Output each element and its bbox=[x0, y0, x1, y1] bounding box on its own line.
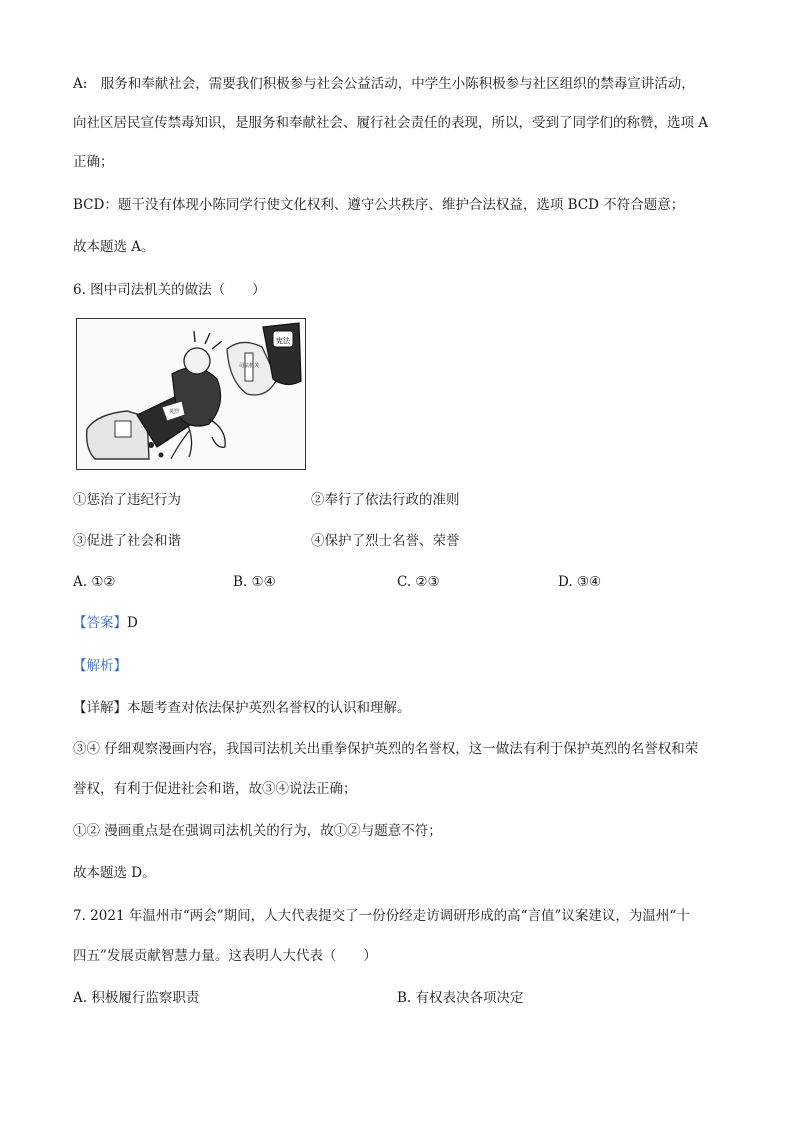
q7-choice-b: B. 有权表决各项决定 bbox=[397, 990, 524, 1006]
q6-explanation-line-2: 誉权，有利于促进社会和谐，故③④说法正确； bbox=[73, 781, 357, 797]
banner-text: 宪法 bbox=[276, 337, 290, 345]
analysis-tag: 【解析】 bbox=[73, 658, 127, 674]
prev-conclusion: 故本题选 A。 bbox=[73, 239, 155, 255]
shock-lines bbox=[194, 331, 222, 349]
answer-value: D bbox=[127, 615, 138, 631]
prev-explanation-line-1: A: 服务和奉献社会，需要我们积极参与社会公益活动，中学生小陈积极参与社区组织的禁毒宣讲活动， bbox=[73, 76, 695, 92]
q6-item-3: ③促进了社会和谐 bbox=[73, 533, 181, 549]
q6-detail bbox=[73, 698, 411, 718]
cartoon-illustration bbox=[77, 319, 305, 469]
q7-stem-line-1: 7. 2021 年温州市“两会”期间，人大代表提交了一份份经走访调研形成的高“言值”议案建议，为温州“十 bbox=[73, 908, 690, 924]
q6-choice-b: B. ①④ bbox=[233, 574, 276, 590]
q6-explanation-line-1: ③④ 仔细观察漫画内容，我国司法机关出重拳保护英烈的名誉权，这一做法有利于保护英烈的名誉权和荣 bbox=[73, 741, 699, 757]
q6-analysis-tag bbox=[73, 656, 127, 676]
q7-stem-line-2: 四五”发展贡献智慧力量。这表明人大代表（ ） bbox=[73, 948, 377, 964]
prev-explanation-line-2: 向社区居民宣传禁毒知识，是服务和奉献社会、履行社会责任的表现，所以，受到了同学们的称赞，选项 A bbox=[73, 115, 709, 131]
figure-head bbox=[184, 348, 210, 374]
q6-cartoon bbox=[76, 318, 306, 470]
q6-choice-a: A. ①② bbox=[73, 574, 116, 590]
ink-spot bbox=[159, 453, 164, 458]
q6-choice-c: C. ②③ bbox=[397, 574, 440, 590]
figure-label-text: 英烈 bbox=[168, 409, 180, 415]
prev-explanation-line-4: BCD：题干没有体现小陈同学行使文化权利、遵守公共秩序、维护合法权益，选项 BCD 不符合题意； bbox=[73, 197, 685, 213]
q6-conclusion: 故本题选 D。 bbox=[73, 865, 156, 881]
q6-item-1: ①惩治了违纪行为 bbox=[73, 492, 181, 508]
q6-item-2: ②奉行了依法行政的准则 bbox=[311, 492, 460, 508]
q6-item-4: ④保护了烈士名誉、荣誉 bbox=[311, 533, 460, 549]
q6-choice-d: D. ③④ bbox=[558, 574, 602, 590]
prev-explanation-line-3: 正确； bbox=[73, 154, 114, 170]
fist-label-box bbox=[115, 421, 131, 437]
q7-choice-a: A. 积极履行监察职责 bbox=[73, 990, 200, 1006]
detail-text: 本题考查对依法保护英烈名誉权的认识和理解。 bbox=[127, 700, 411, 716]
ink-spot bbox=[148, 442, 154, 448]
answer-tag: 【答案】 bbox=[73, 615, 127, 631]
q6-explanation-line-3: ①② 漫画重点是在强调司法机关的行为，故①②与题意不符； bbox=[73, 823, 442, 839]
q6-stem: 6. 图中司法机关的做法（ ） bbox=[73, 282, 266, 298]
detail-tag: 【详解】 bbox=[73, 700, 127, 716]
q6-answer bbox=[73, 613, 138, 633]
hand-label-text: 司法机关 bbox=[238, 363, 260, 369]
